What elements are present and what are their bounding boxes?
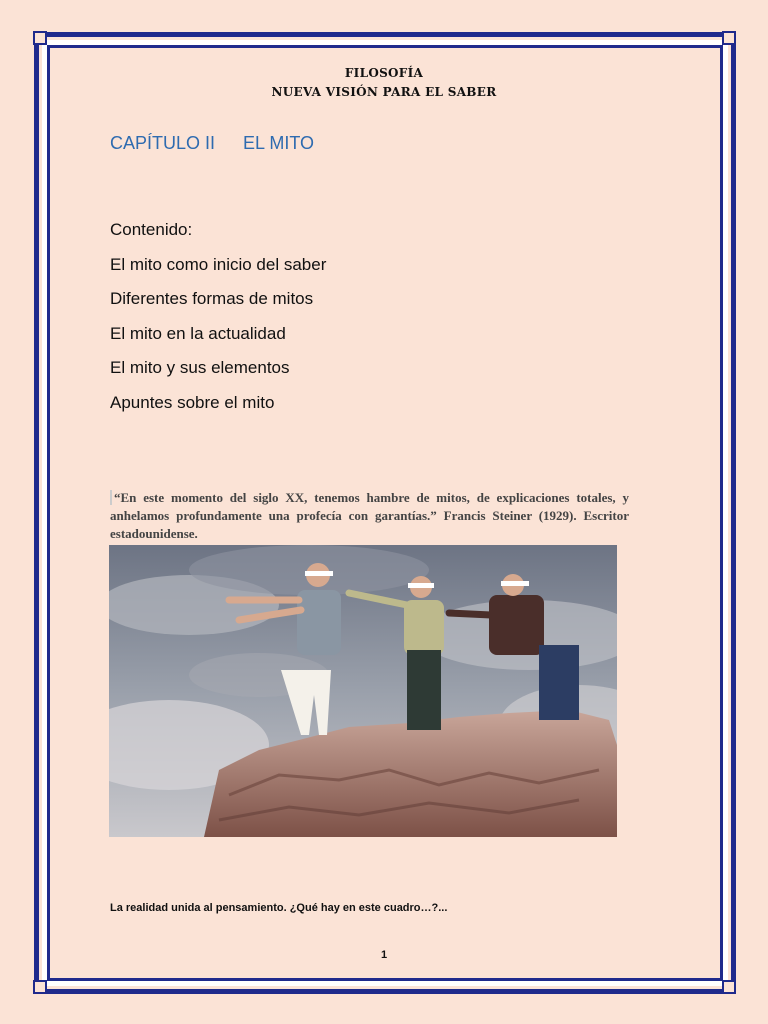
list-item: El mito en la actualidad (110, 323, 286, 343)
border-corner (722, 31, 736, 45)
quote-text: “En este momento del siglo XX, tenemos hambre de mitos, de explicaciones totales, y anhelamos profundamente una profecía con garantías.” Francis Steiner (1929). Escritor estadounidense. (110, 490, 629, 541)
chapter-title: EL MITO (243, 133, 315, 153)
chapter-heading (110, 133, 314, 154)
list-item: El mito como inicio del saber (110, 254, 327, 274)
contents-heading: Contenido: (110, 220, 193, 239)
epigraph-quote (110, 489, 629, 543)
chapter-number: CAPÍTULO II (110, 133, 216, 153)
book-subject: FILOSOFÍA (344, 66, 424, 80)
list-item: Apuntes sobre el mito (110, 392, 275, 412)
border-corner (33, 31, 47, 45)
contents-list (110, 220, 326, 428)
book-title: NUEVA VISIÓN PARA EL SABER (271, 85, 497, 99)
border-corner (722, 980, 736, 994)
page-number: 1 (380, 949, 388, 961)
blindfolded-people-cliff-illustration (109, 545, 617, 837)
border-corner (33, 980, 47, 994)
image-caption: La realidad unida al pensamiento. ¿Qué hay en este cuadro…?... (110, 902, 448, 914)
list-item: Diferentes formas de mitos (110, 289, 314, 309)
list-item: El mito y sus elementos (110, 358, 290, 378)
